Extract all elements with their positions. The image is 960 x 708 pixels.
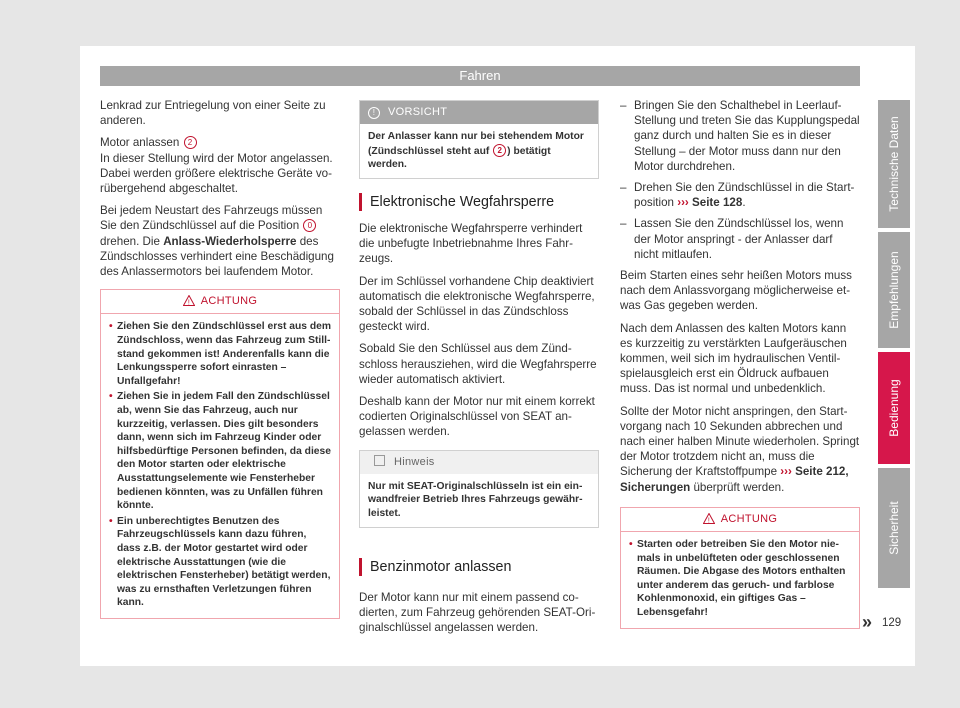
step-item: – Lassen Sie den Zündschlüssel los, wenn der Motor anspringt - der Anlasser darf nicht mitlaufen. xyxy=(620,216,860,262)
warning-item: • Ein unberechtigtes Benutzen des Fahrzeugschlüssels kann dazu führen, dass z.B. der Motor gestartet wird oder elektrische Ausstattungen (wie die elektrischen Fensterheber) betätigt werden, was zu ernsthaften Verletzungen führen kann. xyxy=(109,515,331,610)
wegfahrsperre-paragraph: Der im Schlüssel vorhandene Chip deaktiviert automatisch die elektronische Wegfahrsperre, sobald der Schlüssel in das Zündschloss gesteckt wird. xyxy=(359,274,595,334)
warning-item: • Starten oder betreiben Sie den Motor niemals in unbelüfteten oder geschlossenen Räumen. Die Abgase des Motors enthalten unter anderem das geruch- und farblose Kohlenmonoxid, ein giftiges Gas – Lebensgefahr! xyxy=(629,538,851,620)
tab-sicherheit[interactable] xyxy=(878,468,910,588)
continue-arrow-icon: » xyxy=(861,612,872,633)
tab-empfehlungen[interactable] xyxy=(878,232,910,348)
warning-box-header xyxy=(621,508,859,532)
note-icon xyxy=(374,455,385,466)
position-badge: 0 xyxy=(303,219,316,232)
caution-box-header xyxy=(360,101,598,124)
page-reference-link[interactable]: Seite 212, Sicherungen xyxy=(620,465,849,494)
right-paragraph: Nach dem Anlassen des kalten Motors kann es kurzzeitig zu verstärkten Laufgeräuschen kommen, weil sich im hydraulischen Ventilspielausgleich erst ein Öldruck aufbauen muss. Das ist normal und unbedenklich. xyxy=(620,321,847,396)
step-item: – Drehen Sie den Zündschlüssel in die Startposition ››› Seite 128. xyxy=(620,180,860,210)
warning-item: • Ziehen Sie den Zündschlüssel erst aus dem Zündschloss, wenn das Fahrzeug zum Stillstand gekommen ist! Anderenfalls kann die Lenkungssperre sofort einrasten – Unfallgefahr! xyxy=(109,320,331,388)
column-right xyxy=(620,98,872,633)
reference-arrow-icon: ››› xyxy=(677,196,689,210)
caution-text-b: ) betätigt werden. xyxy=(368,145,551,171)
column-left xyxy=(100,98,340,619)
right-paragraph xyxy=(620,404,860,495)
tab-label: Technische Daten xyxy=(887,116,901,212)
column-middle xyxy=(359,98,599,642)
page-number: 129 xyxy=(882,617,902,629)
warning-box-header xyxy=(101,290,339,314)
caution-box xyxy=(359,100,599,179)
warning-triangle-icon xyxy=(183,295,195,306)
caution-text-a: Der Anlasser kann nur bei stehendem Motor (Zündschlüssel steht auf xyxy=(368,131,584,157)
motor-heading xyxy=(100,135,340,150)
section-heading-wegfahrsperre: Elektronische Wegfahrsperre xyxy=(359,193,599,211)
warning-triangle-icon xyxy=(703,513,715,524)
hint-title: Hinweis xyxy=(394,455,435,468)
motor-paragraph-2-bold: Anlass-Wiederholsperre xyxy=(163,234,297,248)
motor-paragraph-1: In dieser Stellung wird der Motor angelassen. Dabei werden größere elektrische Geräte vorübergehend abgeschaltet. xyxy=(100,151,333,196)
reference-arrow-icon: ››› xyxy=(780,465,792,479)
tab-label: Empfehlungen xyxy=(887,251,901,329)
motor-paragraph-2-c: des Zündschlosses verhindert eine Beschädigung des Anlassermotors bei laufendem Motor. xyxy=(100,234,334,279)
motor-paragraph-2 xyxy=(100,203,340,279)
caution-body xyxy=(360,124,598,178)
page-header: Fahren xyxy=(100,66,860,86)
warning-box xyxy=(620,507,860,629)
warning-box xyxy=(100,289,340,619)
tab-label: Sicherheit xyxy=(887,501,901,555)
hint-box-header xyxy=(360,451,598,474)
warning-body xyxy=(101,314,339,617)
caution-title: VORSICHT xyxy=(388,106,448,118)
tab-technische-daten[interactable] xyxy=(878,100,910,228)
motor-heading-label: Motor anlassen xyxy=(100,136,180,150)
step-text: Drehen Sie den Zündschlüssel in die Startposition xyxy=(634,181,855,210)
hint-box xyxy=(359,450,599,528)
position-badge: 2 xyxy=(184,136,197,149)
wegfahrsperre-paragraph: Die elektronische Wegfahrsperre verhindert die unbefugte Inbetriebnahme Ihres Fahrzeugs. xyxy=(359,221,583,266)
wegfahrsperre-paragraph: Sobald Sie den Schlüssel aus dem Zündschloss herausziehen, wird die Wegfahrsperre wieder automatisch aktiviert. xyxy=(359,342,597,386)
warning-title: ACHTUNG xyxy=(720,512,778,525)
warning-title: ACHTUNG xyxy=(200,295,258,308)
motor-paragraph-2-a: Bei jedem Neustart des Fahrzeugs müssen Sie den Zündschlüssel auf die Position xyxy=(100,204,323,233)
intro-text: Lenkrad zur Entriegelung von einer Seite zu anderen. xyxy=(100,99,326,128)
hint-body: Nur mit SEAT-Originalschlüsseln ist ein einwandfreier Betrieb Ihres Fahrzeugs gewährleistet. xyxy=(368,480,583,520)
page-reference-link[interactable]: Seite 128 xyxy=(692,196,743,210)
position-badge: 2 xyxy=(493,144,506,157)
tab-label: Bedienung xyxy=(887,379,901,437)
section-heading-benzinmotor: Benzinmotor anlassen xyxy=(359,558,599,576)
svg-text:!: ! xyxy=(187,299,190,307)
step-item: – Bringen Sie den Schalthebel in Leerlauf-Stellung und treten Sie das Kupplungspedal ganz durch und halten Sie es in dieser Stellung – der Motor muss dann nur den Motor durchdrehen. xyxy=(620,98,860,174)
motor-paragraph-2-b: drehen. Die xyxy=(100,234,160,248)
info-circle-icon: ! xyxy=(368,107,380,119)
right-paragraph-b: überprüft werden. xyxy=(693,480,785,494)
right-paragraph: Beim Starten eines sehr heißen Motors muss nach dem Anlassvorgang möglicherweise etwas Gas gegeben werden. xyxy=(620,269,852,313)
wegfahrsperre-paragraph: Deshalb kann der Motor nur mit einem korrekt codierten Originalschlüssel von SEAT angelassen werden. xyxy=(359,395,595,439)
right-paragraph-a: Sollte der Motor nicht anspringen, den Startvorgang nach 10 Sekunden abbrechen und nach einer halben Minute wiederholen. Springt der Motor trotzdem nicht an, muss die Sicherung der Kraftstoffpumpe xyxy=(620,404,860,479)
svg-text:!: ! xyxy=(707,517,710,524)
warning-body xyxy=(621,532,859,628)
warning-item: • Ziehen Sie in jedem Fall den Zündschlüssel ab, wenn Sie das Fahrzeug, auch nur kurzzeitig, verlassen. Dies gilt besonders dann, wenn sich im Fahrzeug Kinder oder hilfsbedürftige Personen befinden, da diese den Motor starten oder elektrische Ausstattungselemente wie Fensterheber bedienen könnten, was zu Unfällen führen könnte. xyxy=(109,390,331,512)
benzinmotor-paragraph: Der Motor kann nur mit einem passend codierten, zum Fahrzeug gehörenden SEAT-Originalschlüssel angelassen werden. xyxy=(359,590,596,635)
tab-bedienung[interactable] xyxy=(878,352,910,464)
